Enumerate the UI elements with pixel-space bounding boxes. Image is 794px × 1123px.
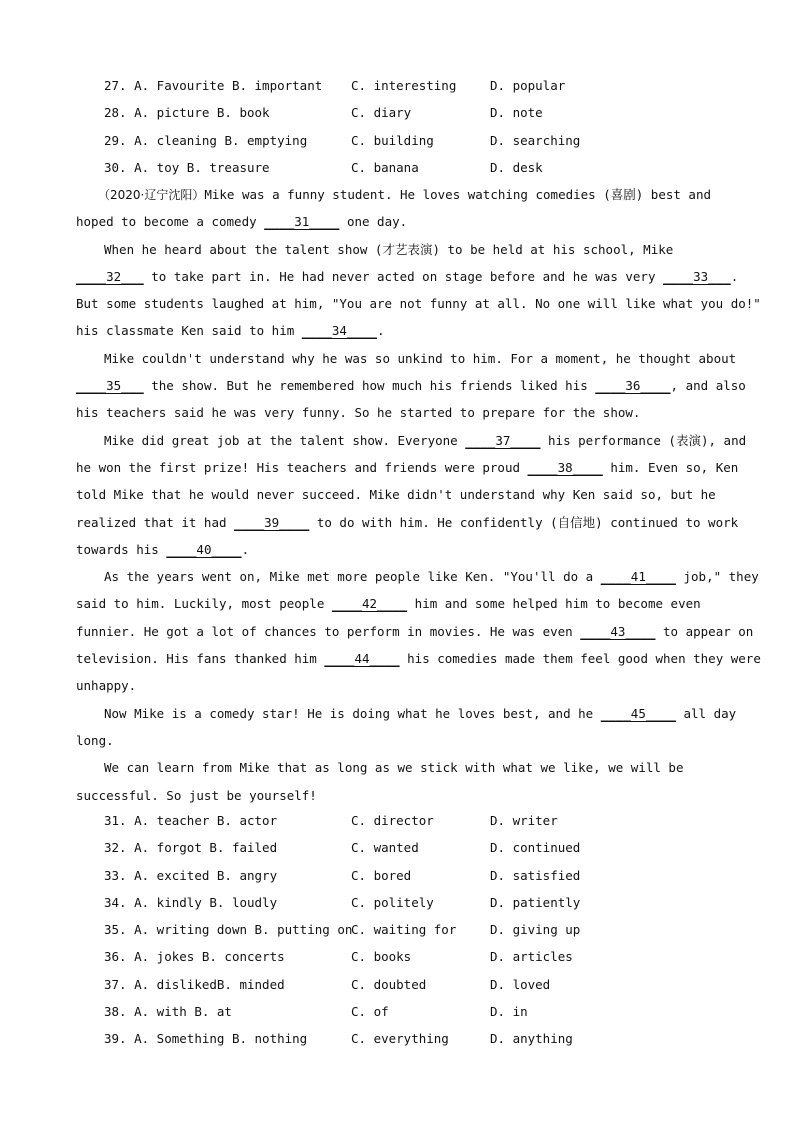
passage-line: ____35___ the show. But he remembered how much his friends liked his ____36____, and also bbox=[76, 378, 746, 394]
passage-line: Mike couldn't understand why he was so unkind to him. For a moment, he thought about bbox=[104, 350, 737, 366]
option-d: D. articles bbox=[490, 949, 573, 965]
option-a: 35. A. writing down B. putting on bbox=[104, 922, 353, 938]
blank-44[interactable]: ____44____ bbox=[324, 651, 400, 667]
option-a: 37. A. dislikedB. minded bbox=[104, 976, 285, 992]
option-row bbox=[0, 127, 794, 154]
passage-line: successful. So just be yourself! bbox=[76, 787, 317, 803]
option-a: 31. A. teacher B. actor bbox=[104, 813, 278, 828]
option-a: 29. A. cleaning B. emptying bbox=[104, 132, 308, 148]
blank-43[interactable]: ____43____ bbox=[580, 623, 656, 639]
passage-line: told Mike that he would never succeed. Mike didn't understand why Ken said so, but he bbox=[76, 487, 716, 503]
option-d: D. searching bbox=[490, 132, 581, 148]
options-bottom bbox=[0, 807, 794, 1053]
option-d: D. desk bbox=[490, 159, 543, 175]
option-a: 27. A. Favourite B. important bbox=[104, 78, 323, 93]
passage-line: ____32___ to take part in. He had never acted on stage before and he was very ____33___. bbox=[76, 268, 739, 284]
option-c: C. diary bbox=[351, 105, 412, 121]
option-a: 39. A. Something B. nothing bbox=[104, 1031, 308, 1047]
blank-35[interactable]: ____35___ bbox=[76, 378, 144, 394]
option-d: D. writer bbox=[490, 813, 558, 828]
option-c: C. banana bbox=[351, 159, 419, 175]
option-c: C. books bbox=[351, 949, 412, 965]
option-d: D. anything bbox=[490, 1031, 573, 1047]
option-row bbox=[0, 99, 794, 126]
passage-line: As the years went on, Mike met more people like Ken. "You'll do a ____41____ job," they bbox=[104, 569, 759, 585]
option-row bbox=[0, 72, 794, 99]
option-a: 30. A. toy B. treasure bbox=[104, 159, 270, 175]
option-row bbox=[0, 807, 794, 834]
option-d: D. note bbox=[490, 105, 543, 121]
options-top bbox=[0, 72, 794, 181]
option-d: D. loved bbox=[490, 976, 551, 992]
option-d: D. giving up bbox=[490, 922, 581, 938]
passage-line: his classmate Ken said to him ____34____. bbox=[76, 323, 385, 339]
blank-38[interactable]: ____38____ bbox=[527, 459, 603, 475]
option-row bbox=[0, 971, 794, 998]
option-c: C. waiting for bbox=[351, 922, 457, 938]
blank-40[interactable]: ____40____ bbox=[166, 541, 242, 557]
passage-line: hoped to become a comedy ____31____ one day. bbox=[76, 214, 408, 230]
blank-36[interactable]: ____36____ bbox=[595, 378, 671, 394]
option-a: 36. A. jokes B. concerts bbox=[104, 949, 285, 965]
passage-line: television. His fans thanked him ____44____ his comedies made them feel good when they were bbox=[76, 651, 761, 667]
option-a: 32. A. forgot B. failed bbox=[104, 840, 278, 856]
option-d: D. in bbox=[490, 1004, 528, 1020]
option-d: D. continued bbox=[490, 840, 581, 856]
option-d: D. popular bbox=[490, 78, 566, 93]
option-c: C. of bbox=[351, 1004, 389, 1020]
option-c: C. interesting bbox=[351, 78, 457, 93]
option-row bbox=[0, 998, 794, 1025]
source-label: （2020·辽宁沈阳） bbox=[98, 188, 205, 202]
option-row bbox=[0, 834, 794, 861]
blank-37[interactable]: ____37____ bbox=[465, 432, 541, 448]
option-c: C. building bbox=[351, 132, 434, 148]
option-a: 28. A. picture B. book bbox=[104, 105, 270, 121]
blank-31[interactable]: ____31____ bbox=[264, 214, 340, 230]
option-c: C. doubted bbox=[351, 976, 427, 992]
passage-line: long. bbox=[76, 732, 114, 748]
passage-line: Now Mike is a comedy star! He is doing what he loves best, and he ____45____ all day bbox=[104, 705, 737, 721]
blank-42[interactable]: ____42____ bbox=[331, 596, 408, 612]
option-row bbox=[0, 1025, 794, 1052]
passage-line: towards his ____40____. bbox=[76, 541, 250, 557]
blank-39[interactable]: ____39____ bbox=[234, 514, 310, 530]
option-row bbox=[0, 943, 794, 970]
option-row bbox=[0, 916, 794, 943]
blank-33[interactable]: ____33___ bbox=[663, 268, 731, 284]
blank-45[interactable]: ____45____ bbox=[600, 705, 676, 721]
passage-line: said to him. Luckily, most people ____42____ him and some helped him to become even bbox=[76, 596, 701, 612]
option-c: C. bored bbox=[351, 867, 412, 883]
blank-34[interactable]: ____34____ bbox=[301, 323, 378, 339]
passage-line: （2020·辽宁沈阳）Mike was a funny student. He loves watching comedies (喜剧) best and bbox=[98, 187, 712, 202]
option-d: D. satisfied bbox=[490, 867, 581, 883]
option-row bbox=[0, 889, 794, 916]
passage-line: his teachers said he was very funny. So he started to prepare for the show. bbox=[76, 405, 641, 421]
option-a: 33. A. excited B. angry bbox=[104, 867, 278, 883]
option-c: C. politely bbox=[351, 894, 434, 910]
blank-41[interactable]: ____41____ bbox=[600, 569, 676, 585]
option-c: C. wanted bbox=[351, 840, 419, 856]
option-c: C. everything bbox=[351, 1031, 449, 1047]
passage-line: realized that it had ____39____ to do with him. He confidently (自信地) continued to work bbox=[76, 514, 739, 530]
passage-line: But some students laughed at him, "You are not funny at all. No one will like what you do!" bbox=[76, 296, 761, 312]
passage-line: Mike did great job at the talent show. Everyone ____37____ his performance (表演), and bbox=[104, 432, 747, 448]
option-c: C. director bbox=[351, 813, 434, 828]
option-row bbox=[0, 862, 794, 889]
option-d: D. patiently bbox=[490, 894, 581, 910]
cloze-passage bbox=[76, 181, 761, 809]
passage-line: We can learn from Mike that as long as we stick with what we like, we will be bbox=[104, 760, 684, 776]
option-a: 34. A. kindly B. loudly bbox=[104, 894, 278, 910]
option-row bbox=[0, 154, 794, 181]
blank-32[interactable]: ____32___ bbox=[76, 268, 144, 284]
passage-line: he won the first prize! His teachers and friends were proud ____38____ him. Even so, Ken bbox=[76, 459, 739, 475]
passage-line: funnier. He got a lot of chances to perform in movies. He was even ____43____ to appear on bbox=[76, 623, 754, 639]
passage-line: unhappy. bbox=[76, 678, 137, 694]
passage-line: When he heard about the talent show (才艺表演) to be held at his school, Mike bbox=[104, 241, 674, 257]
option-a: 38. A. with B. at bbox=[104, 1004, 232, 1020]
